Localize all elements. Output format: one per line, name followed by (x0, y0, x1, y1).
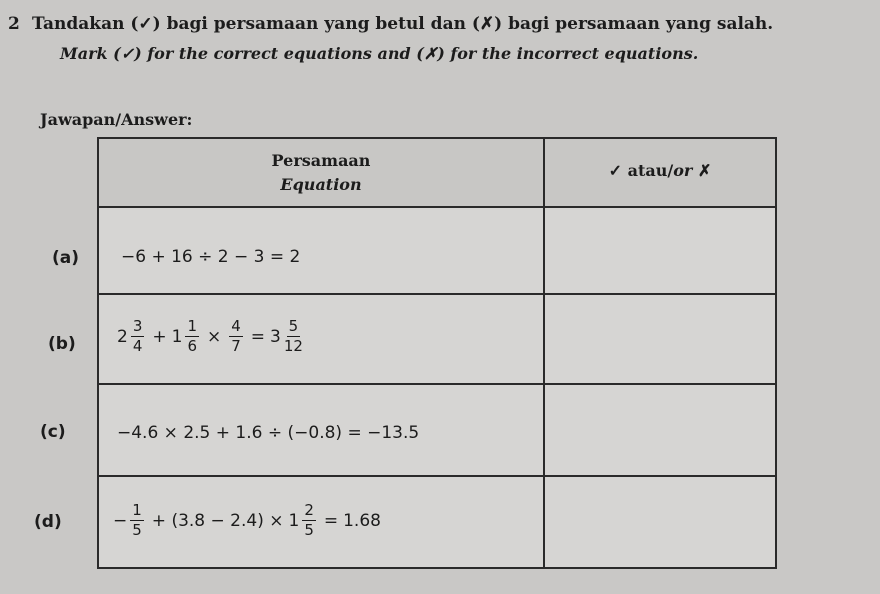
header-mark-malay: atau/ (627, 161, 674, 180)
denominator: 5 (132, 521, 142, 539)
numerator: 5 (288, 317, 299, 335)
denominator: 12 (283, 337, 303, 355)
whole-4: 3 (270, 326, 281, 347)
equals-sign: = (250, 326, 266, 347)
cross-symbol: ✗ (697, 161, 712, 180)
whole-1: 2 (117, 326, 128, 347)
answer-label: Jawapan/Answer: (40, 110, 193, 129)
fraction-4 (284, 319, 303, 354)
fraction-3 (229, 319, 243, 354)
operator-times: × (207, 326, 222, 347)
numerator: 2 (304, 501, 314, 519)
denominator: 6 (187, 337, 197, 355)
equation-c: −4.6 × 2.5 + 1.6 ÷ (−0.8) = −13.5 (117, 423, 420, 443)
question-number: 2 (8, 14, 20, 34)
answer-cell-b[interactable] (545, 295, 775, 383)
numerator: 1 (132, 501, 142, 519)
numerator: 4 (231, 317, 241, 335)
fraction-2 (302, 503, 316, 538)
header-equation-english: Equation (280, 175, 362, 194)
answer-table (97, 137, 777, 569)
fraction-1 (131, 319, 145, 354)
answer-cell-d[interactable] (545, 477, 775, 567)
header-equation-malay: Persamaan (271, 151, 371, 170)
numerator: 3 (132, 317, 143, 335)
equation-a: −6 + 16 ÷ 2 − 3 = 2 (121, 247, 301, 267)
header-mark (545, 161, 775, 180)
denominator: 5 (304, 521, 314, 539)
fraction-2 (185, 319, 199, 354)
whole-2: 1 (288, 510, 300, 531)
answer-cell-c[interactable] (545, 385, 775, 475)
result: 1.68 (343, 510, 381, 531)
row-label-c: (c) (40, 422, 66, 442)
equals-sign: = (323, 510, 339, 531)
question-text-malay: Tandakan (✓) bagi persamaan yang betul dan (✗) bagi persamaan yang salah. (32, 14, 774, 34)
question-text-english: Mark (✓) for the correct equations and (✗) for the incorrect equations. (60, 44, 699, 63)
operator-plus: + (152, 326, 167, 347)
middle-expression: + (3.8 − 2.4) × (151, 510, 284, 531)
numerator: 1 (187, 317, 197, 335)
header-mark-english: or (673, 161, 693, 180)
denominator: 7 (231, 337, 241, 355)
check-symbol: ✓ (608, 161, 623, 180)
denominator: 4 (132, 337, 143, 355)
fraction-1 (130, 503, 144, 538)
equation-b (117, 319, 306, 354)
row-label-d: (d) (34, 512, 62, 532)
whole-2: 1 (171, 326, 183, 347)
row-label-b: (b) (48, 334, 76, 354)
equation-d (113, 503, 381, 538)
answer-cell-a[interactable] (545, 208, 775, 293)
question-line-malay (8, 14, 773, 34)
row-label-a: (a) (52, 248, 80, 268)
minus-sign: − (113, 510, 128, 531)
